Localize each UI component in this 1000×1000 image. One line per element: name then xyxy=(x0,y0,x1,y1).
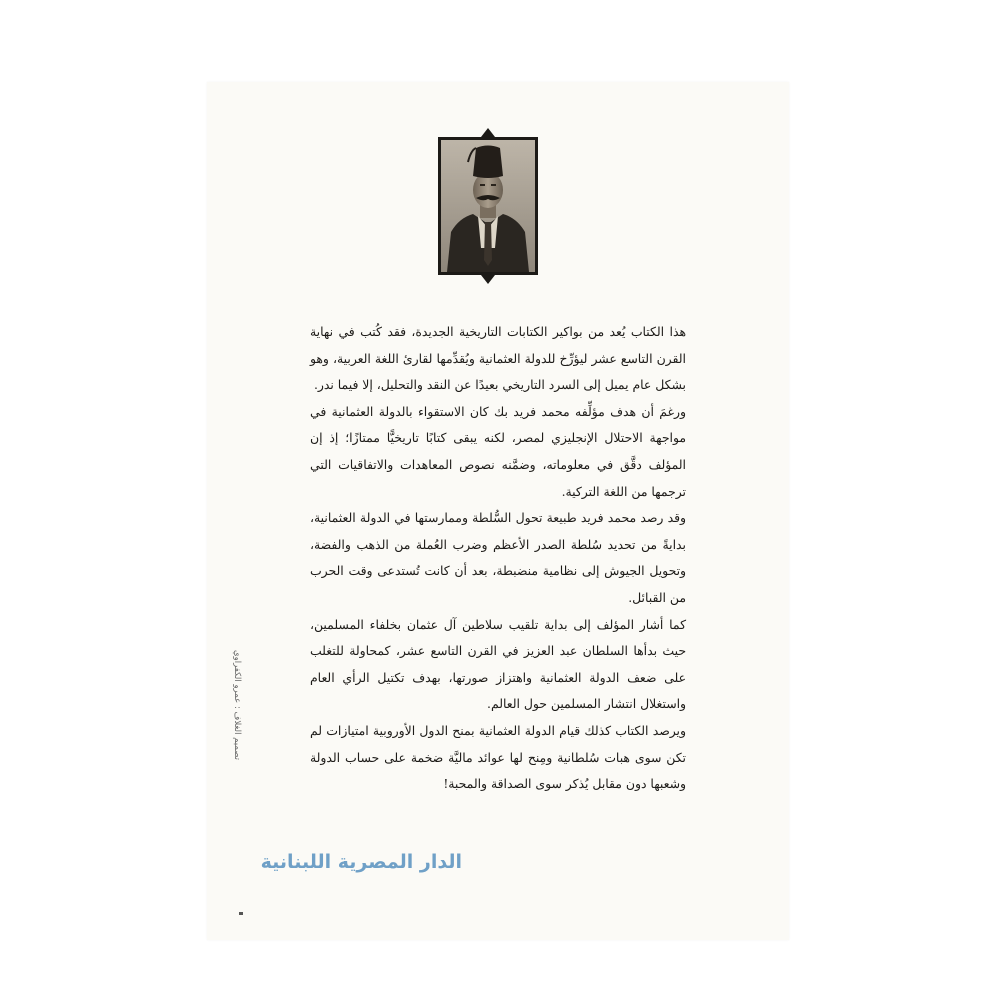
blurb-paragraph-2: ورغمَ أن هدف مؤلِّفه محمد فريد بك كان الاستقواء بالدولة العثمانية في مواجهة الاحتلال الإنجليزي لمصر، لكنه يبقى كتابًا تاريخيًّا ممتازًا؛ إذ إن المؤلف دقَّق في معلوماته، وضمَّنه نصوص المعاهدات والاتفاقيات التي ترجمها من اللغة التركية. xyxy=(310,403,686,499)
blurb-paragraph-3: وقد رصد محمد فريد طبيعة تحول السُّلطة وممارستها في الدولة العثمانية، بدايةً من تحديد سُلطة الصدر الأعظم وضرب العُملة من الذهب والفضة، وتحويل الجيوش إلى نظامية منضبطة، بعد أن كانت تُستدعى وقت الحرب من القبائل. xyxy=(310,510,686,605)
cover-design-credit: تصميم الغلاف : عمرو الكفراوي xyxy=(232,649,242,760)
print-mark xyxy=(239,912,243,915)
portrait-photo-icon xyxy=(437,128,539,284)
blurb-paragraph-1: هذا الكتاب يُعد من بواكير الكتابات التاريخية الجديدة، فقد كُتب في نهاية القرن التاسع عشر ليؤرِّخ للدولة العثمانية ويُقدِّمها لقارئ اللغة العربية، وهو بشكل عام يميل إلى السرد التاريخي بعيدًا عن النقد والتحليل، إلا فيما ندر. xyxy=(310,324,686,393)
author-portrait xyxy=(437,128,539,284)
blurb-paragraph-4: كما أشار المؤلف إلى بداية تلقيب سلاطين آل عثمان بخلفاء المسلمين، حيث بدأها السلطان عبد العزيز في القرن التاسع عشر، كمحاولة للتغلب على ضعف الدولة العثمانية واهتزاز صورتها، بهدف تكتيل الرأي العام واستغلال انتشار المسلمين حول العالم. xyxy=(310,616,686,712)
blurb-paragraph-5: ويرصد الكتاب كذلك قيام الدولة العثمانية بمنح الدول الأوروبية امتيازات لم تكن سوى هبات سُلطانية ومِنح لها عوائد ماليَّة ضخمة على حساب الدولة وشعبها دون مقابل يُذكر سوى الصداقة والمحبة! xyxy=(310,722,686,792)
back-cover-blurb xyxy=(310,319,686,798)
publisher-logo: الدار المصرية اللبنانية xyxy=(260,851,462,873)
